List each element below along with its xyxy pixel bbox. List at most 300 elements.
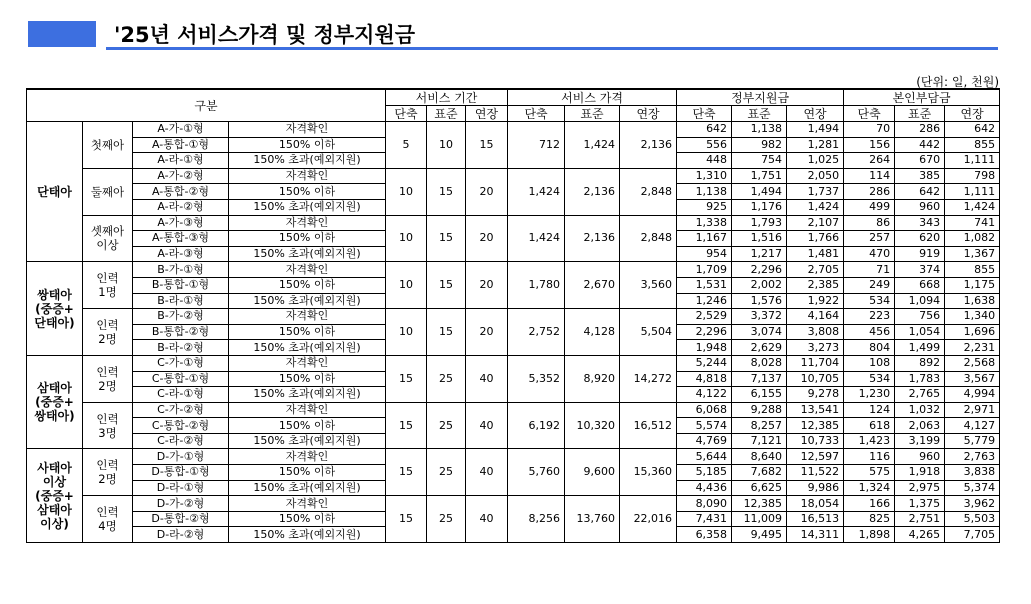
days-cell: 25 [427, 496, 466, 543]
self-cell: 264 [844, 153, 895, 169]
sub-label-cell-line: 2명 [98, 472, 117, 487]
days-cell: 15 [386, 355, 427, 402]
group-name-cell-line: 단태아) [34, 315, 75, 330]
group-name-cell [27, 355, 83, 449]
self-cell: 1,054 [895, 324, 945, 340]
gov-cell: 7,431 [677, 511, 732, 527]
self-cell: 855 [945, 137, 1000, 153]
gov-cell: 1,576 [732, 293, 787, 309]
subheader-cell: 표준 [565, 106, 620, 122]
price-cell: 5,760 [508, 449, 565, 496]
price-cell: 712 [508, 122, 565, 169]
group-name-cell [27, 122, 83, 262]
days-cell: 10 [386, 168, 427, 215]
type-cell: A-가-①형 [133, 122, 229, 138]
self-cell: 668 [895, 277, 945, 293]
table-row [27, 262, 1000, 278]
gov-cell: 556 [677, 137, 732, 153]
days-cell: 40 [466, 355, 508, 402]
self-cell: 756 [895, 309, 945, 325]
group-name-cell-line: (중증+ [35, 488, 74, 503]
gov-cell: 9,986 [787, 480, 844, 496]
condition-cell: 자격확인 [229, 449, 386, 465]
group-name-cell-line: 이상) [40, 516, 69, 531]
price-cell: 8,920 [565, 355, 620, 402]
price-cell: 1,424 [508, 215, 565, 262]
gov-cell: 1,025 [787, 153, 844, 169]
self-cell: 1,424 [945, 199, 1000, 215]
condition-cell: 150% 이하 [229, 465, 386, 481]
sub-label-cell [83, 122, 133, 169]
sub-label-cell [83, 355, 133, 402]
self-cell: 5,779 [945, 433, 1000, 449]
group-name-cell-line: 단태아 [37, 184, 72, 199]
subheader-cell: 단축 [386, 106, 427, 122]
gov-cell: 6,625 [732, 480, 787, 496]
condition-cell: 150% 초과(예외지원) [229, 199, 386, 215]
self-cell: 825 [844, 511, 895, 527]
gov-cell: 982 [732, 137, 787, 153]
self-cell: 1,175 [945, 277, 1000, 293]
gov-cell: 12,597 [787, 449, 844, 465]
self-cell: 1,230 [844, 387, 895, 403]
self-cell: 7,705 [945, 527, 1000, 543]
gov-cell: 2,002 [732, 277, 787, 293]
sub-label-cell-line: 인력 [96, 458, 119, 473]
self-cell: 618 [844, 418, 895, 434]
price-cell: 6,192 [508, 402, 565, 449]
group-name-cell-line: 쌍태아 [37, 287, 72, 302]
gov-cell: 954 [677, 246, 732, 262]
self-cell: 1,638 [945, 293, 1000, 309]
gov-cell: 5,244 [677, 355, 732, 371]
gov-cell: 8,090 [677, 496, 732, 512]
table-row [27, 122, 1000, 138]
price-cell: 10,320 [565, 402, 620, 449]
self-cell: 575 [844, 465, 895, 481]
days-cell: 15 [466, 122, 508, 169]
subheader-cell: 연장 [620, 106, 677, 122]
self-cell: 2,231 [945, 340, 1000, 356]
self-cell: 1,696 [945, 324, 1000, 340]
self-cell: 4,265 [895, 527, 945, 543]
sub-label-cell-line: 인력 [96, 411, 119, 426]
unit-note: (단위: 일, 천원) [916, 75, 999, 89]
type-cell: B-라-②형 [133, 340, 229, 356]
days-cell: 25 [427, 402, 466, 449]
group-name-cell-line: 이상 [42, 474, 67, 489]
gov-cell: 4,164 [787, 309, 844, 325]
sub-label-cell [83, 449, 133, 496]
condition-cell: 150% 이하 [229, 231, 386, 247]
table-row [27, 496, 1000, 512]
self-cell: 385 [895, 168, 945, 184]
self-cell: 1,375 [895, 496, 945, 512]
self-cell: 2,568 [945, 355, 1000, 371]
gov-cell: 1,751 [732, 168, 787, 184]
gov-cell: 925 [677, 199, 732, 215]
group-name-cell-line: 사태아 [37, 460, 72, 475]
price-cell: 22,016 [620, 496, 677, 543]
sub-label-cell [83, 309, 133, 356]
sub-label-cell-line: 이상 [96, 238, 119, 253]
self-cell: 156 [844, 137, 895, 153]
days-cell: 10 [427, 122, 466, 169]
gov-cell: 11,009 [732, 511, 787, 527]
sub-label-cell [83, 262, 133, 309]
group-name-cell-line: 쌍태아) [34, 409, 75, 424]
gov-cell: 1,494 [787, 122, 844, 138]
price-cell: 5,504 [620, 309, 677, 356]
gov-cell: 7,137 [732, 371, 787, 387]
gov-cell: 18,054 [787, 496, 844, 512]
gov-cell: 14,311 [787, 527, 844, 543]
days-cell: 20 [466, 215, 508, 262]
price-cell: 1,424 [565, 122, 620, 169]
condition-cell: 자격확인 [229, 122, 386, 138]
condition-cell: 150% 이하 [229, 418, 386, 434]
type-cell: A-통합-②형 [133, 184, 229, 200]
sub-label-cell-line: 3명 [98, 425, 117, 440]
gov-cell: 1,310 [677, 168, 732, 184]
self-cell: 5,374 [945, 480, 1000, 496]
self-cell: 71 [844, 262, 895, 278]
condition-cell: 자격확인 [229, 262, 386, 278]
gov-cell: 2,385 [787, 277, 844, 293]
type-cell: B-라-①형 [133, 293, 229, 309]
sub-label-cell-line: 인력 [96, 505, 119, 520]
price-cell: 9,600 [565, 449, 620, 496]
table-row [27, 355, 1000, 371]
gov-cell: 10,733 [787, 433, 844, 449]
gov-cell: 1,138 [732, 122, 787, 138]
gov-cell: 12,385 [732, 496, 787, 512]
price-cell: 3,560 [620, 262, 677, 309]
condition-cell: 150% 초과(예외지원) [229, 527, 386, 543]
days-cell: 25 [427, 449, 466, 496]
gov-cell: 1,217 [732, 246, 787, 262]
group-name-cell [27, 262, 83, 356]
title-accent-block [28, 21, 96, 47]
self-cell: 2,975 [895, 480, 945, 496]
gov-cell: 12,385 [787, 418, 844, 434]
gov-cell: 1,176 [732, 199, 787, 215]
header-self-pay: 본인부담금 [844, 89, 1000, 106]
self-cell: 1,340 [945, 309, 1000, 325]
days-cell: 40 [466, 449, 508, 496]
self-cell: 3,567 [945, 371, 1000, 387]
self-cell: 286 [844, 184, 895, 200]
sub-label-cell [83, 496, 133, 543]
gov-cell: 4,818 [677, 371, 732, 387]
self-cell: 2,751 [895, 511, 945, 527]
self-cell: 1,783 [895, 371, 945, 387]
table-row [27, 215, 1000, 231]
gov-cell: 448 [677, 153, 732, 169]
gov-cell: 10,705 [787, 371, 844, 387]
days-cell: 25 [427, 355, 466, 402]
gov-cell: 1,709 [677, 262, 732, 278]
self-cell: 249 [844, 277, 895, 293]
gov-cell: 1,766 [787, 231, 844, 247]
days-cell: 20 [466, 309, 508, 356]
price-cell: 4,128 [565, 309, 620, 356]
days-cell: 10 [386, 262, 427, 309]
type-cell: D-라-②형 [133, 527, 229, 543]
condition-cell: 자격확인 [229, 309, 386, 325]
gov-cell: 754 [732, 153, 787, 169]
type-cell: A-가-③형 [133, 215, 229, 231]
price-cell: 2,848 [620, 215, 677, 262]
type-cell: A-라-②형 [133, 199, 229, 215]
gov-cell: 642 [677, 122, 732, 138]
gov-cell: 2,529 [677, 309, 732, 325]
table-row [27, 168, 1000, 184]
self-cell: 1,082 [945, 231, 1000, 247]
condition-cell: 150% 초과(예외지원) [229, 293, 386, 309]
subheader-cell: 표준 [732, 106, 787, 122]
self-cell: 166 [844, 496, 895, 512]
sub-label-cell-line: 인력 [96, 364, 119, 379]
gov-cell: 9,495 [732, 527, 787, 543]
gov-cell: 8,257 [732, 418, 787, 434]
gov-cell: 3,372 [732, 309, 787, 325]
self-cell: 855 [945, 262, 1000, 278]
days-cell: 40 [466, 496, 508, 543]
condition-cell: 자격확인 [229, 355, 386, 371]
type-cell: B-가-②형 [133, 309, 229, 325]
price-cell: 1,780 [508, 262, 565, 309]
self-cell: 1,032 [895, 402, 945, 418]
gov-cell: 11,704 [787, 355, 844, 371]
condition-cell: 150% 이하 [229, 371, 386, 387]
days-cell: 15 [427, 168, 466, 215]
header-gov-support: 정부지원금 [677, 89, 844, 106]
self-cell: 1,918 [895, 465, 945, 481]
group-name-cell-line: 삼태아 [37, 381, 72, 396]
days-cell: 15 [427, 262, 466, 309]
self-cell: 798 [945, 168, 1000, 184]
self-cell: 642 [945, 122, 1000, 138]
self-cell: 1,111 [945, 153, 1000, 169]
self-cell: 1,499 [895, 340, 945, 356]
price-cell: 16,512 [620, 402, 677, 449]
condition-cell: 150% 이하 [229, 511, 386, 527]
price-cell: 13,760 [565, 496, 620, 543]
gov-cell: 1,167 [677, 231, 732, 247]
condition-cell: 자격확인 [229, 215, 386, 231]
type-cell: D-통합-①형 [133, 465, 229, 481]
days-cell: 15 [427, 309, 466, 356]
self-cell: 642 [895, 184, 945, 200]
subheader-cell: 표준 [427, 106, 466, 122]
price-cell: 2,752 [508, 309, 565, 356]
group-name-cell-line: (중증+ [35, 395, 74, 410]
subheader-cell: 연장 [787, 106, 844, 122]
gov-cell: 6,155 [732, 387, 787, 403]
gov-cell: 1,516 [732, 231, 787, 247]
self-cell: 960 [895, 199, 945, 215]
self-cell: 1,324 [844, 480, 895, 496]
gov-cell: 3,808 [787, 324, 844, 340]
type-cell: A-통합-①형 [133, 137, 229, 153]
type-cell: A-라-③형 [133, 246, 229, 262]
gov-cell: 1,922 [787, 293, 844, 309]
sub-label-cell-line: 1명 [98, 285, 117, 300]
sub-label-cell [83, 215, 133, 262]
type-cell: C-통합-①형 [133, 371, 229, 387]
self-cell: 456 [844, 324, 895, 340]
price-cell: 2,670 [565, 262, 620, 309]
condition-cell: 자격확인 [229, 168, 386, 184]
type-cell: C-가-①형 [133, 355, 229, 371]
gov-cell: 3,074 [732, 324, 787, 340]
self-cell: 5,503 [945, 511, 1000, 527]
type-cell: D-통합-②형 [133, 511, 229, 527]
self-cell: 124 [844, 402, 895, 418]
type-cell: C-라-②형 [133, 433, 229, 449]
gov-cell: 1,481 [787, 246, 844, 262]
type-cell: C-통합-②형 [133, 418, 229, 434]
self-cell: 3,199 [895, 433, 945, 449]
page-title: '25년 서비스가격 및 정부지원금 [114, 23, 416, 47]
price-cell: 5,352 [508, 355, 565, 402]
self-cell: 534 [844, 371, 895, 387]
days-cell: 40 [466, 402, 508, 449]
condition-cell: 150% 이하 [229, 184, 386, 200]
price-cell: 2,136 [620, 122, 677, 169]
subheader-cell: 연장 [945, 106, 1000, 122]
gov-cell: 7,682 [732, 465, 787, 481]
sub-label-cell-line: 셋째아 [90, 224, 125, 239]
price-cell: 2,136 [565, 168, 620, 215]
subheader-cell: 표준 [895, 106, 945, 122]
self-cell: 2,063 [895, 418, 945, 434]
gov-cell: 1,737 [787, 184, 844, 200]
condition-cell: 150% 초과(예외지원) [229, 433, 386, 449]
condition-cell: 150% 초과(예외지원) [229, 340, 386, 356]
group-name-cell [27, 449, 83, 543]
gov-cell: 1,948 [677, 340, 732, 356]
days-cell: 15 [386, 449, 427, 496]
type-cell: A-라-①형 [133, 153, 229, 169]
self-cell: 2,763 [945, 449, 1000, 465]
gov-cell: 11,522 [787, 465, 844, 481]
group-name-cell-line: 삼태아 [37, 502, 72, 517]
days-cell: 5 [386, 122, 427, 169]
self-cell: 1,111 [945, 184, 1000, 200]
table-row [27, 449, 1000, 465]
sub-label-cell-line: 첫째아 [90, 137, 125, 152]
self-cell: 470 [844, 246, 895, 262]
sub-label-cell [83, 168, 133, 215]
gov-cell: 1,531 [677, 277, 732, 293]
condition-cell: 150% 초과(예외지원) [229, 246, 386, 262]
days-cell: 15 [386, 402, 427, 449]
gov-cell: 5,574 [677, 418, 732, 434]
gov-cell: 9,278 [787, 387, 844, 403]
price-cell: 1,424 [508, 168, 565, 215]
self-cell: 499 [844, 199, 895, 215]
self-cell: 2,971 [945, 402, 1000, 418]
self-cell: 2,765 [895, 387, 945, 403]
gov-cell: 1,494 [732, 184, 787, 200]
type-cell: B-통합-②형 [133, 324, 229, 340]
self-cell: 114 [844, 168, 895, 184]
days-cell: 10 [386, 309, 427, 356]
subheader-cell: 단축 [508, 106, 565, 122]
self-cell: 374 [895, 262, 945, 278]
self-cell: 960 [895, 449, 945, 465]
type-cell: D-가-②형 [133, 496, 229, 512]
self-cell: 804 [844, 340, 895, 356]
table-row [27, 309, 1000, 325]
gov-cell: 1,338 [677, 215, 732, 231]
gov-cell: 2,296 [732, 262, 787, 278]
condition-cell: 150% 이하 [229, 137, 386, 153]
self-cell: 286 [895, 122, 945, 138]
type-cell: B-가-①형 [133, 262, 229, 278]
self-cell: 86 [844, 215, 895, 231]
type-cell: D-라-①형 [133, 480, 229, 496]
condition-cell: 자격확인 [229, 402, 386, 418]
table-row [27, 402, 1000, 418]
gov-cell: 4,122 [677, 387, 732, 403]
gov-cell: 1,281 [787, 137, 844, 153]
self-cell: 919 [895, 246, 945, 262]
gov-cell: 8,640 [732, 449, 787, 465]
price-table [26, 88, 1000, 543]
gov-cell: 1,793 [732, 215, 787, 231]
self-cell: 4,994 [945, 387, 1000, 403]
self-cell: 892 [895, 355, 945, 371]
price-cell: 14,272 [620, 355, 677, 402]
gov-cell: 6,068 [677, 402, 732, 418]
gov-cell: 13,541 [787, 402, 844, 418]
header-service-days: 서비스 기간 [386, 89, 508, 106]
self-cell: 108 [844, 355, 895, 371]
days-cell: 20 [466, 262, 508, 309]
type-cell: A-가-②형 [133, 168, 229, 184]
self-cell: 620 [895, 231, 945, 247]
self-cell: 1,898 [844, 527, 895, 543]
sub-label-cell-line: 2명 [98, 332, 117, 347]
sub-label-cell-line: 2명 [98, 378, 117, 393]
type-cell: C-라-①형 [133, 387, 229, 403]
self-cell: 1,367 [945, 246, 1000, 262]
subheader-cell: 단축 [844, 106, 895, 122]
self-cell: 670 [895, 153, 945, 169]
condition-cell: 150% 이하 [229, 277, 386, 293]
group-name-cell-line: (중증+ [35, 301, 74, 316]
self-cell: 3,838 [945, 465, 1000, 481]
days-cell: 10 [386, 215, 427, 262]
gov-cell: 4,436 [677, 480, 732, 496]
sub-label-cell-line: 둘째아 [90, 184, 125, 199]
self-cell: 442 [895, 137, 945, 153]
gov-cell: 1,424 [787, 199, 844, 215]
type-cell: D-가-①형 [133, 449, 229, 465]
self-cell: 534 [844, 293, 895, 309]
page-header [0, 0, 1031, 60]
sub-label-cell-line: 인력 [96, 271, 119, 286]
self-cell: 223 [844, 309, 895, 325]
header-gubun: 구분 [27, 89, 386, 122]
sub-label-cell-line: 인력 [96, 318, 119, 333]
gov-cell: 2,050 [787, 168, 844, 184]
self-cell: 343 [895, 215, 945, 231]
gov-cell: 2,107 [787, 215, 844, 231]
